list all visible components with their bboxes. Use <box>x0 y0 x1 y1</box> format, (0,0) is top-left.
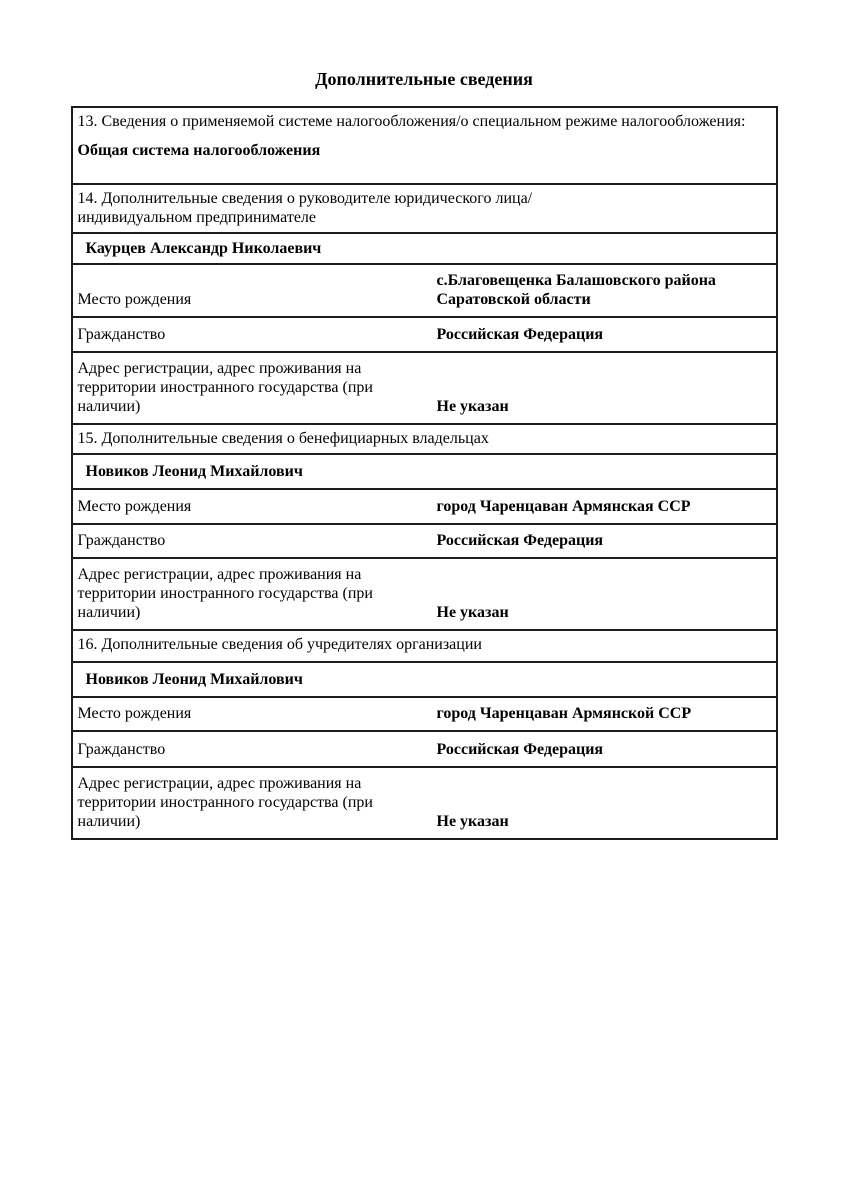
beneficiary-citizenship-value: Российская Федерация <box>437 524 777 558</box>
section-15-cell <box>72 424 777 454</box>
director-birth-place-row <box>72 264 777 317</box>
founder-name: Новиков Леонид Михайлович <box>72 662 777 697</box>
director-name-row <box>72 233 777 264</box>
founder-birth-place-value: город Чаренцаван Армянской ССР <box>437 697 777 731</box>
section-13-row <box>72 107 777 184</box>
citizenship-label: Гражданство <box>72 317 437 352</box>
birth-place-label: Место рождения <box>72 697 437 731</box>
section-13-cell <box>72 107 777 184</box>
beneficiary-name: Новиков Леонид Михайлович <box>72 454 777 489</box>
section-16-heading: 16. Дополнительные сведения об учредителях организации <box>77 636 482 653</box>
additional-info-table <box>71 106 778 840</box>
section-13-heading: 13. Сведения о применяемой системе налогообложения/о специальном режиме налогообложения: <box>77 113 746 130</box>
director-foreign-address-value: Не указан <box>437 352 777 424</box>
founder-name-row <box>72 662 777 697</box>
founder-citizenship-row <box>72 731 777 767</box>
page-title: Дополнительные сведения <box>315 69 533 89</box>
foreign-address-label: Адрес регистрации, адрес проживания на территории иностранного государства (при наличии) <box>72 767 437 839</box>
foreign-address-label: Адрес регистрации, адрес проживания на территории иностранного государства (при наличии) <box>72 558 437 630</box>
beneficiary-citizenship-row <box>72 524 777 558</box>
beneficiary-birth-place-row <box>72 489 777 524</box>
section-16-row <box>72 630 777 662</box>
founder-citizenship-value: Российская Федерация <box>437 731 777 767</box>
section-14-heading: 14. Дополнительные сведения о руководителе юридического лица/индивидуальном предпринимателе <box>77 190 533 226</box>
section-15-heading: 15. Дополнительные сведения о бенефициарных владельцах <box>77 430 489 447</box>
section-16-cell <box>72 630 777 662</box>
beneficiary-foreign-address-value: Не указан <box>437 558 777 630</box>
founder-foreign-address-value: Не указан <box>437 767 777 839</box>
director-birth-place-value: с.Благовещенка Балашовского района Саратовской области <box>437 264 777 317</box>
foreign-address-label: Адрес регистрации, адрес проживания на территории иностранного государства (при наличии) <box>72 352 437 424</box>
founder-foreign-address-row <box>72 767 777 839</box>
section-14-row <box>72 184 777 233</box>
director-citizenship-value: Российская Федерация <box>437 317 777 352</box>
citizenship-label: Гражданство <box>72 731 437 767</box>
beneficiary-birth-place-value: город Чаренцаван Армянская ССР <box>437 489 777 524</box>
director-foreign-address-row <box>72 352 777 424</box>
section-14-cell <box>72 184 777 233</box>
director-citizenship-row <box>72 317 777 352</box>
birth-place-label: Место рождения <box>72 489 437 524</box>
director-name: Каурцев Александр Николаевич <box>72 233 777 264</box>
beneficiary-name-row <box>72 454 777 489</box>
birth-place-label: Место рождения <box>72 264 437 317</box>
founder-birth-place-row <box>72 697 777 731</box>
section-15-row <box>72 424 777 454</box>
citizenship-label: Гражданство <box>72 524 437 558</box>
tax-system-value: Общая система налогообложения <box>77 142 321 159</box>
beneficiary-foreign-address-row <box>72 558 777 630</box>
